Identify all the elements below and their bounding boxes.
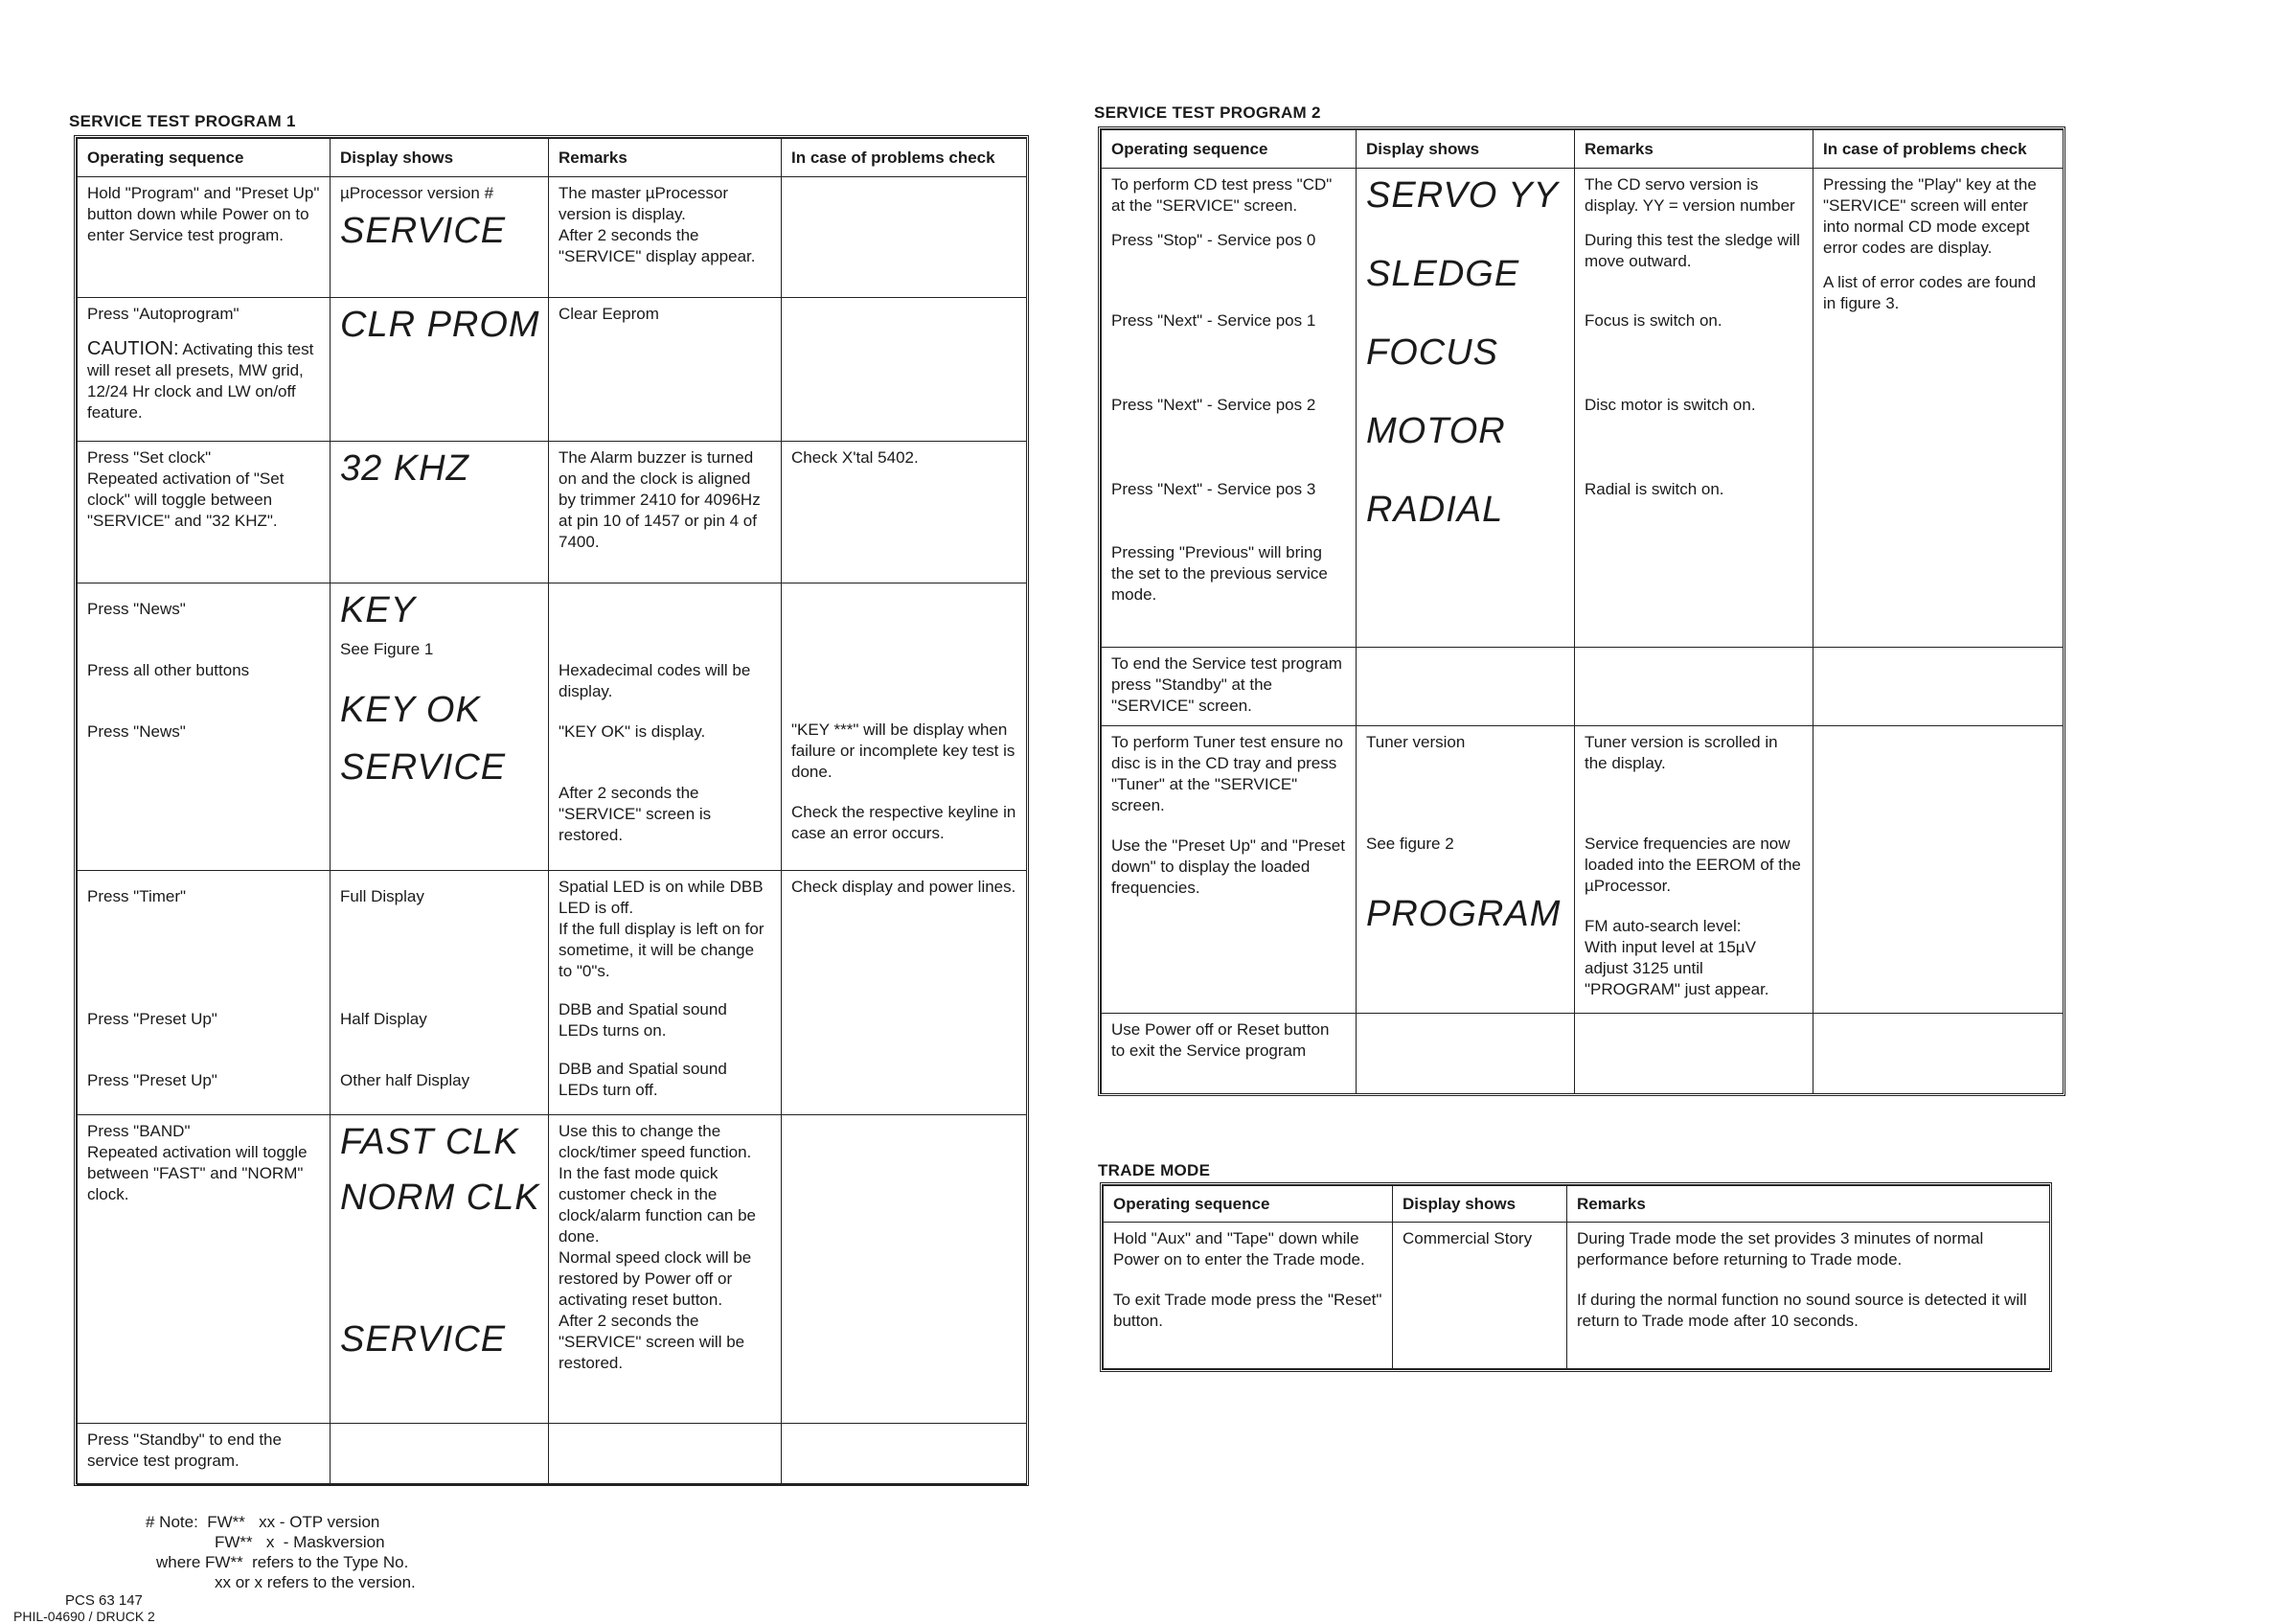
trade-header-operating-sequence: Operating sequence xyxy=(1104,1186,1393,1223)
display-lcd-text: NORM CLK xyxy=(340,1178,540,1218)
remarks: Clear Eeprom xyxy=(559,305,659,323)
display-lcd-text: SLEDGE xyxy=(1366,254,1520,294)
display-note: Other half Display xyxy=(340,1071,470,1089)
remarks: Hexadecimal codes will be display. xyxy=(559,661,751,700)
table-row xyxy=(78,583,1027,871)
display-note: Half Display xyxy=(340,1010,427,1028)
note-line: xx or x refers to the version. xyxy=(215,1573,416,1591)
stp2-title: SERVICE TEST PROGRAM 2 xyxy=(1094,103,1321,122)
problems-check: Check the respective keyline in case an error occurs. xyxy=(791,803,1016,842)
remarks: During Trade mode the set provides 3 minutes of normal performance before returning to Trade mode. xyxy=(1577,1229,1984,1269)
problems-check: Check X'tal 5402. xyxy=(791,448,919,467)
display-note: µProcessor version # xyxy=(340,184,494,202)
trade-title: TRADE MODE xyxy=(1098,1161,1211,1179)
stp2-header-remarks: Remarks xyxy=(1575,130,1813,169)
remarks: "KEY OK" is display. xyxy=(559,722,706,741)
op-sequence: To perform CD test press "CD" at the "SERVICE" screen. xyxy=(1111,175,1333,215)
caution-text: Activating this test will reset all presets, MW grid, 12/24 Hr clock and LW on/off feature. xyxy=(87,340,314,422)
op-sequence: Press "Next" - Service pos 3 xyxy=(1111,480,1316,498)
table-row xyxy=(78,1115,1027,1424)
table-row xyxy=(1102,726,2064,1014)
op-sequence: Press "Autoprogram" xyxy=(87,305,240,323)
op-sequence: Hold "Aux" and "Tape" down while Power on to enter the Trade mode. xyxy=(1113,1229,1365,1269)
op-sequence: Press "Next" - Service pos 2 xyxy=(1111,396,1316,414)
remarks: DBB and Spatial sound LEDs turns on. xyxy=(559,1000,727,1040)
display-lcd-text: SERVICE xyxy=(340,211,507,251)
op-sequence: Hold "Program" and "Preset Up" button down while Power on to enter Service test program. xyxy=(87,184,320,244)
op-sequence: Press "Stop" - Service pos 0 xyxy=(1111,231,1316,249)
op-sequence: Press "Preset Up" xyxy=(87,1010,217,1028)
trade-table xyxy=(1100,1182,2052,1372)
trade-header-remarks: Remarks xyxy=(1567,1186,2050,1223)
stp1-header-display-shows: Display shows xyxy=(331,139,549,177)
stp1-title: SERVICE TEST PROGRAM 1 xyxy=(69,112,296,130)
display-lcd-text: SERVICE xyxy=(340,747,507,788)
display-note: See figure 2 xyxy=(1366,835,1454,853)
table-row xyxy=(1104,1223,2050,1369)
stp1-header-operating-sequence: Operating sequence xyxy=(78,139,331,177)
stp2-header-operating-sequence: Operating sequence xyxy=(1102,130,1357,169)
display-lcd-text: SERVO YY xyxy=(1366,175,1559,216)
trade-header-display-shows: Display shows xyxy=(1393,1186,1567,1223)
display-lcd-text: CLR PROM xyxy=(340,305,540,345)
remarks: The CD servo version is display. YY = version number xyxy=(1585,175,1795,215)
note-line: # Note: FW** xx - OTP version xyxy=(146,1513,380,1531)
remarks: FM auto-search level: With input level at 15µV adjust 3125 until "PROGRAM" just appear. xyxy=(1585,917,1769,998)
table-row xyxy=(78,871,1027,1115)
op-sequence: To exit Trade mode press the "Reset" button. xyxy=(1113,1291,1382,1330)
op-sequence: Pressing "Previous" will bring the set to the previous service mode. xyxy=(1111,543,1328,604)
stp1-table xyxy=(74,135,1029,1486)
table-row xyxy=(1102,169,2064,648)
problems-check: A list of error codes are found in figure 3. xyxy=(1823,273,2037,312)
display-lcd-text: SERVICE xyxy=(340,1319,507,1360)
op-sequence: Press "Timer" xyxy=(87,887,187,905)
display-lcd-text: KEY xyxy=(340,590,417,630)
op-sequence: Press "News" xyxy=(87,600,186,618)
remarks: Use this to change the clock/timer speed function. In the fast mode quick customer check in the clock/alarm function can be done. Normal speed clock will be restored by Power off or activating reset button. After 2 seconds the "SERVICE" screen will be restored. xyxy=(559,1122,756,1372)
table-row xyxy=(1102,648,2064,726)
table-row xyxy=(78,298,1027,442)
remarks: Spatial LED is on while DBB LED is off. If the full display is left on for sometime, it will be change to "0"s. xyxy=(559,878,764,980)
problems-check: Pressing the "Play" key at the "SERVICE" screen will enter into normal CD mode except error codes are display. xyxy=(1823,175,2037,257)
op-sequence: Press "Next" - Service pos 1 xyxy=(1111,311,1316,330)
display-lcd-text: FOCUS xyxy=(1366,332,1498,373)
op-sequence: Press "Set clock" Repeated activation of "Set clock" will toggle between "SERVICE" and "32 KHZ". xyxy=(87,448,285,530)
caution-label: CAUTION: xyxy=(87,338,179,359)
note-line: where FW** refers to the Type No. xyxy=(156,1553,409,1571)
op-sequence: Press "BAND" Repeated activation will toggle between "FAST" and "NORM" clock. xyxy=(87,1122,308,1203)
table-row xyxy=(78,442,1027,583)
table-row xyxy=(78,177,1027,298)
op-sequence: Press all other buttons xyxy=(87,661,250,679)
display-lcd-text: 32 KHZ xyxy=(340,448,469,489)
display-note: Commercial Story xyxy=(1403,1229,1533,1247)
op-sequence: Press "News" xyxy=(87,722,186,741)
stp1-header-remarks: Remarks xyxy=(549,139,782,177)
remarks: After 2 seconds the "SERVICE" screen is restored. xyxy=(559,784,712,844)
stp1-header-problems-check: In case of problems check xyxy=(782,139,1027,177)
display-lcd-text: MOTOR xyxy=(1366,411,1506,451)
display-lcd-text: KEY OK xyxy=(340,690,481,730)
remarks: The master µProcessor version is display. After 2 seconds the "SERVICE" display appear. xyxy=(559,184,756,265)
note-line: FW** x - Maskversion xyxy=(215,1533,385,1551)
problems-check: Check display and power lines. xyxy=(791,878,1016,896)
remarks: Radial is switch on. xyxy=(1585,480,1724,498)
remarks: During this test the sledge will move outward. xyxy=(1585,231,1800,270)
table-row xyxy=(78,1424,1027,1485)
op-sequence: To end the Service test program press "Standby" at the "SERVICE" screen. xyxy=(1111,654,1342,715)
display-note: See Figure 1 xyxy=(340,640,434,658)
remarks: Disc motor is switch on. xyxy=(1585,396,1756,414)
problems-check: "KEY ***" will be display when failure or incomplete key test is done. xyxy=(791,721,1015,781)
display-lcd-text: RADIAL xyxy=(1366,490,1504,530)
remarks: Service frequencies are now loaded into the EEROM of the µProcessor. xyxy=(1585,835,1801,895)
remarks: If during the normal function no sound source is detected it will return to Trade mode after 10 seconds. xyxy=(1577,1291,2027,1330)
table-row xyxy=(1102,1014,2064,1094)
op-sequence: Use the "Preset Up" and "Preset down" to display the loaded frequencies. xyxy=(1111,836,1345,897)
op-sequence: Use Power off or Reset button to exit the Service program xyxy=(1111,1020,1330,1060)
remarks: Tuner version is scrolled in the display. xyxy=(1585,733,1778,772)
stp2-header-problems-check: In case of problems check xyxy=(1813,130,2064,169)
display-lcd-text: PROGRAM xyxy=(1366,894,1562,934)
footer-print: PHIL-04690 / DRUCK 2 xyxy=(13,1609,155,1624)
footer-code: PCS 63 147 xyxy=(65,1592,143,1609)
remarks: DBB and Spatial sound LEDs turn off. xyxy=(559,1060,727,1099)
op-sequence: Press "Preset Up" xyxy=(87,1071,217,1089)
display-note: Full Display xyxy=(340,887,424,905)
stp2-header-display-shows: Display shows xyxy=(1357,130,1575,169)
remarks: The Alarm buzzer is turned on and the clock is aligned by trimmer 2410 for 4096Hz at pin 10 of 1457 or pin 4 of 7400. xyxy=(559,448,761,551)
op-sequence: To perform Tuner test ensure no disc is in the CD tray and press "Tuner" at the "SERVICE" screen. xyxy=(1111,733,1343,814)
remarks: Focus is switch on. xyxy=(1585,311,1722,330)
stp2-table xyxy=(1098,126,2065,1096)
op-sequence: Press "Standby" to end the service test program. xyxy=(87,1430,282,1470)
display-lcd-text: FAST CLK xyxy=(340,1122,519,1162)
display-note: Tuner version xyxy=(1366,733,1466,751)
